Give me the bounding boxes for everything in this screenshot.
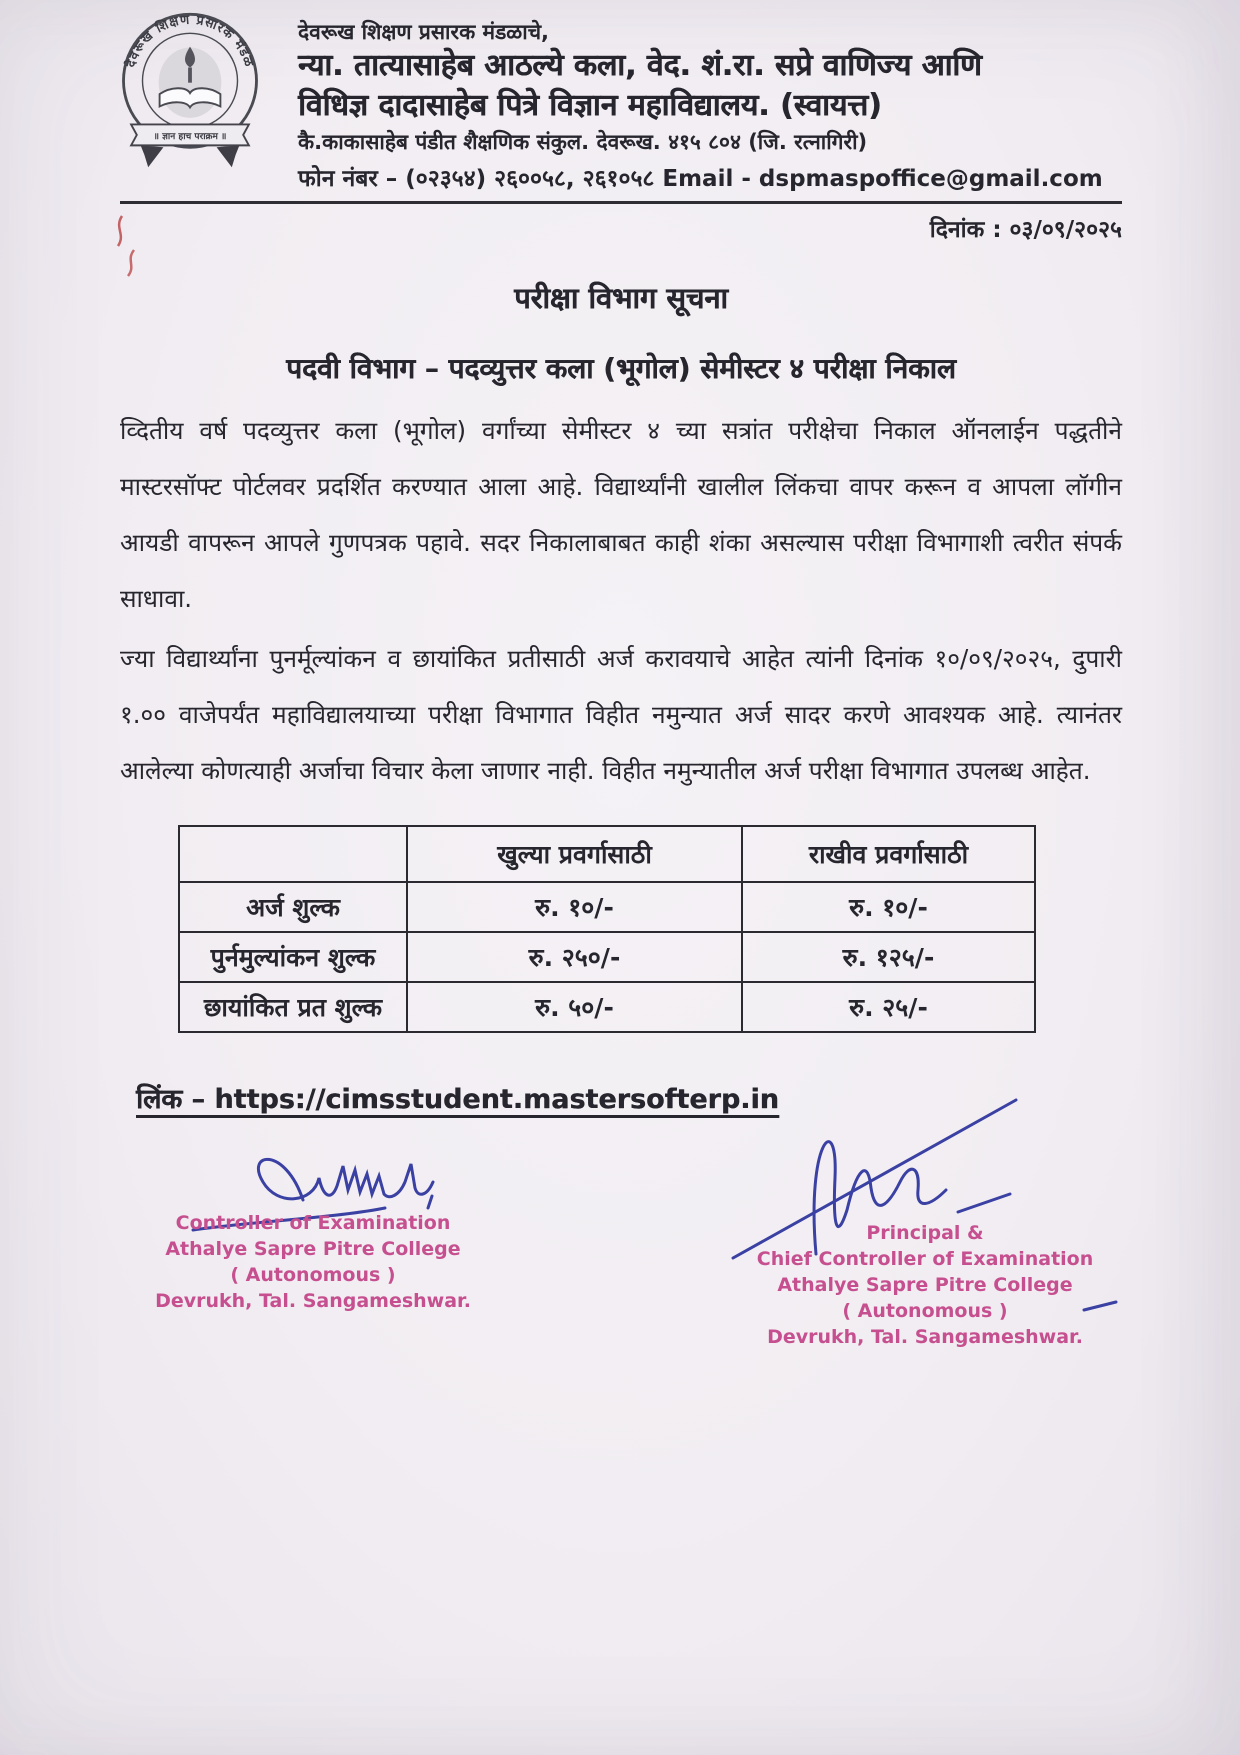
stamp-line: Devrukh, Tal. Sangameshwar. (767, 1326, 1083, 1348)
college-logo-emblem (114, 2, 266, 170)
fee-cell: रु. १२५/- (742, 932, 1035, 982)
stamp-line: ( Autonomous ) (842, 1300, 1008, 1322)
fee-row-label: अर्ज शुल्क (179, 882, 407, 932)
stamp-line: Principal & (866, 1222, 984, 1244)
fee-col-header-open: खुल्या प्रवर्गासाठी (407, 826, 742, 882)
fee-cell: रु. २५/- (742, 982, 1035, 1032)
stamp-line: Chief Controller of Examination (756, 1248, 1094, 1270)
stamp-line: Athalye Sapre Pitre College (165, 1238, 461, 1260)
fee-table (178, 825, 1036, 1033)
stamp-controller-of-examination (155, 1210, 471, 1314)
campus-address-line: कै.काकासाहेब पंडीत शैक्षणिक संकुल. देवरूख. ४१५ ८०४ (जि. रत्नागिरी) (298, 130, 868, 155)
portal-link[interactable]: लिंक – https://cimsstudent.mastersofterp.in (136, 1084, 779, 1116)
stamp-principal-chief-controller (753, 1220, 1097, 1350)
fee-table-header-row (179, 826, 1035, 882)
fee-table-row (179, 932, 1035, 982)
notice-date: दिनांक : ०३/०९/२०२५ (929, 217, 1122, 244)
fee-row-label: पुर्नमुल्यांकन शुल्क (179, 932, 407, 982)
logo-ring-text: देवरूख शिक्षण प्रसारक मंडळ (123, 12, 257, 70)
fee-table-row (179, 982, 1035, 1032)
notice-title: परीक्षा विभाग सूचना (514, 281, 728, 316)
fee-col-header-blank (179, 826, 407, 882)
stamp-line: Athalye Sapre Pitre College (777, 1274, 1073, 1296)
notice-subtitle: पदवी विभाग – पदव्युत्तर कला (भूगोल) सेमीस्टर ४ परीक्षा निकाल (286, 352, 956, 386)
notice-paragraph-2: ज्या विद्यार्थ्यांना पुनर्मूल्यांकन व छायांकित प्रतीसाठी अर्ज करावयाचे आहेत त्यांनी दिनांक १०/०९/२०२५, दुपारी १.०० वाजेपर्यंत महाविद्यालयाच्या परीक्षा विभागात विहीत नमुन्यात अर्ज सादर करणे आवश्यक आहे. त्यानंतर आलेल्या कोणत्याही अर्जाचा विचार केला जाणार नाही. विहीत नमुन्यातील अर्ज परीक्षा विभागात उपलब्ध आहेत. (120, 644, 1122, 786)
fee-cell: रु. १०/- (742, 882, 1035, 932)
college-name-line2: विधिज्ञ दादासाहेब पित्रे विज्ञान महाविद्यालय. (स्वायत्त) (298, 87, 882, 123)
fee-cell: रु. २५०/- (407, 932, 742, 982)
stamp-line: Devrukh, Tal. Sangameshwar. (155, 1290, 471, 1312)
header-divider (120, 201, 1122, 204)
letterhead (120, 0, 1122, 193)
fee-row-label: छायांकित प्रत शुल्क (179, 982, 407, 1032)
fee-cell: रु. १०/- (407, 882, 742, 932)
fee-col-header-reserved: राखीव प्रवर्गासाठी (742, 826, 1035, 882)
stamp-line: ( Autonomous ) (230, 1264, 396, 1286)
phone-email-line: फोन नंबर – (०२३५४) २६००५८, २६१०५८ Email - dspmaspoffice@gmail.com (298, 166, 1103, 193)
ribbon-wing-right (217, 145, 240, 167)
notice-paragraph-1: व्दितीय वर्ष पदव्युत्तर कला (भूगोल) वर्गांच्या सेमीस्टर ४ च्या सत्रांत परीक्षेचा निकाल ऑनलाईन पद्धतीने मास्टरसॉफ्ट पोर्टलवर प्रदर्शित करण्यात आला आहे. विद्यार्थ्यांनी खालील लिंकचा वापर करून व आपला लॉगीन आयडी वापरून आपले गुणपत्रक पहावे. सदर निकालाबाबत काही शंका असल्यास परीक्षा विभागाशी त्वरीत संपर्क साधावा. (120, 416, 1122, 614)
trust-name-line: देवरूख शिक्षण प्रसारक मंडळाचे, (298, 20, 550, 44)
logo-banner-text: ॥ ज्ञान हाच पराक्रम ॥ (153, 132, 227, 143)
stamp-line: Controller of Examination (175, 1212, 451, 1234)
fee-cell: रु. ५०/- (407, 982, 742, 1032)
ribbon-wing-left (141, 145, 164, 167)
fee-table-row (179, 882, 1035, 932)
college-name-line1: न्या. तात्यासाहेब आठल्ये कला, वेद. शं.रा. सप्रे वाणिज्य आणि (298, 48, 982, 83)
stray-red-ink-marks (110, 210, 152, 282)
